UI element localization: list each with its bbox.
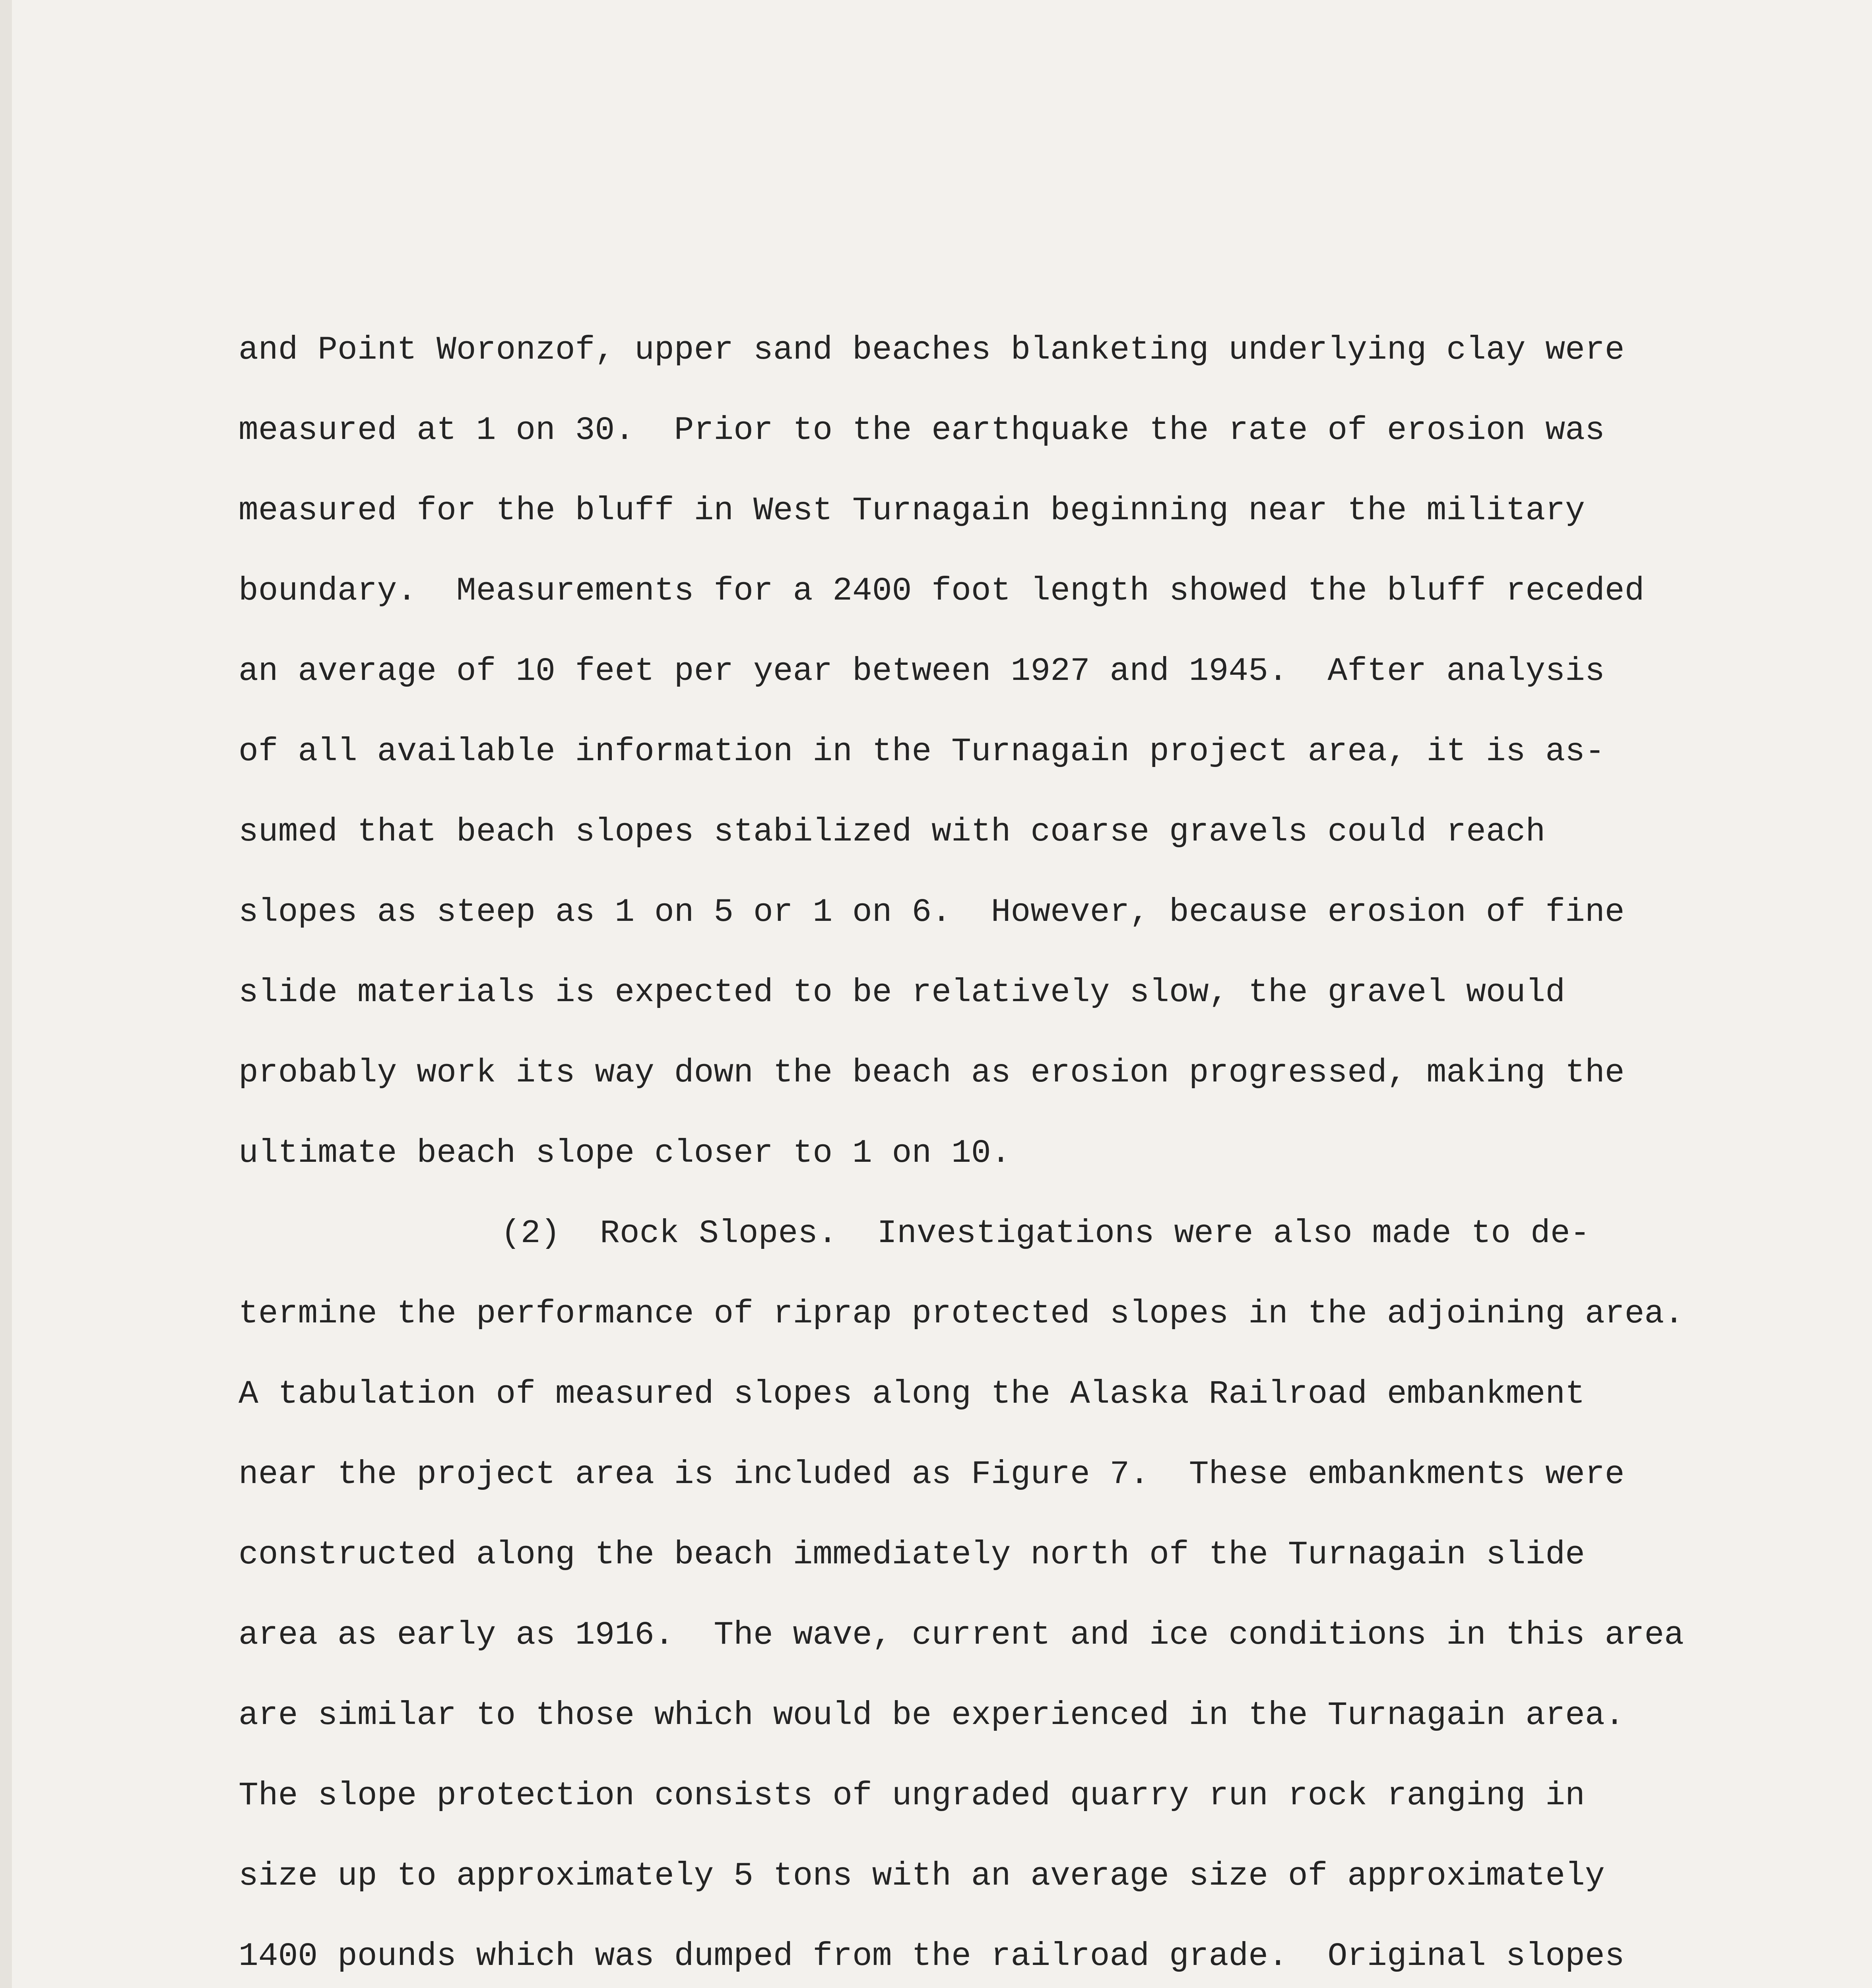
text-line-15: near the project area is included as Figure 7. These embankments were (239, 1456, 1625, 1493)
text-line-1: and Point Woronzof, upper sand beaches blanketing underlying clay were (239, 331, 1625, 369)
text-line-5: an average of 10 feet per year between 1927 and 1945. After analysis (239, 652, 1605, 690)
text-line-13: termine the performance of riprap protected slopes in the adjoining area. (239, 1295, 1684, 1332)
text-line-11: ultimate beach slope closer to 1 on 10. (239, 1134, 1011, 1172)
text-line-8: slopes as steep as 1 on 5 or 1 on 6. However, because erosion of fine (239, 893, 1625, 931)
text-line-17: area as early as 1916. The wave, current and ice conditions in this area (239, 1616, 1684, 1654)
text-line-10: probably work its way down the beach as erosion progressed, making the (239, 1054, 1625, 1091)
text-line-2: measured at 1 on 30. Prior to the earthquake the rate of erosion was (239, 412, 1605, 449)
text-line-4: boundary. Measurements for a 2400 foot length showed the bluff receded (239, 572, 1645, 610)
text-line-20: size up to approximately 5 tons with an average size of approximately (239, 1857, 1605, 1895)
text-line-9: slide materials is expected to be relatively slow, the gravel would (239, 974, 1565, 1011)
text-line-3: measured for the bluff in West Turnagain beginning near the military (239, 492, 1585, 529)
text-line-21: 1400 pounds which was dumped from the railroad grade. Original slopes (239, 1938, 1625, 1975)
text-line-7: sumed that beach slopes stabilized with coarse gravels could reach (239, 813, 1546, 850)
section-heading-line: (2) Rock Slopes. Investigations were also made to de- (501, 1215, 1590, 1252)
text-line-14: A tabulation of measured slopes along the Alaska Railroad embankment (239, 1375, 1585, 1413)
text-line-18: are similar to those which would be experienced in the Turnagain area. (239, 1697, 1625, 1734)
text-line-16: constructed along the beach immediately north of the Turnagain slide (239, 1536, 1585, 1573)
text-line-6: of all available information in the Turnagain project area, it is as- (239, 733, 1605, 770)
text-line-19: The slope protection consists of ungraded quarry run rock ranging in (239, 1777, 1585, 1814)
page-edge (0, 0, 12, 1988)
